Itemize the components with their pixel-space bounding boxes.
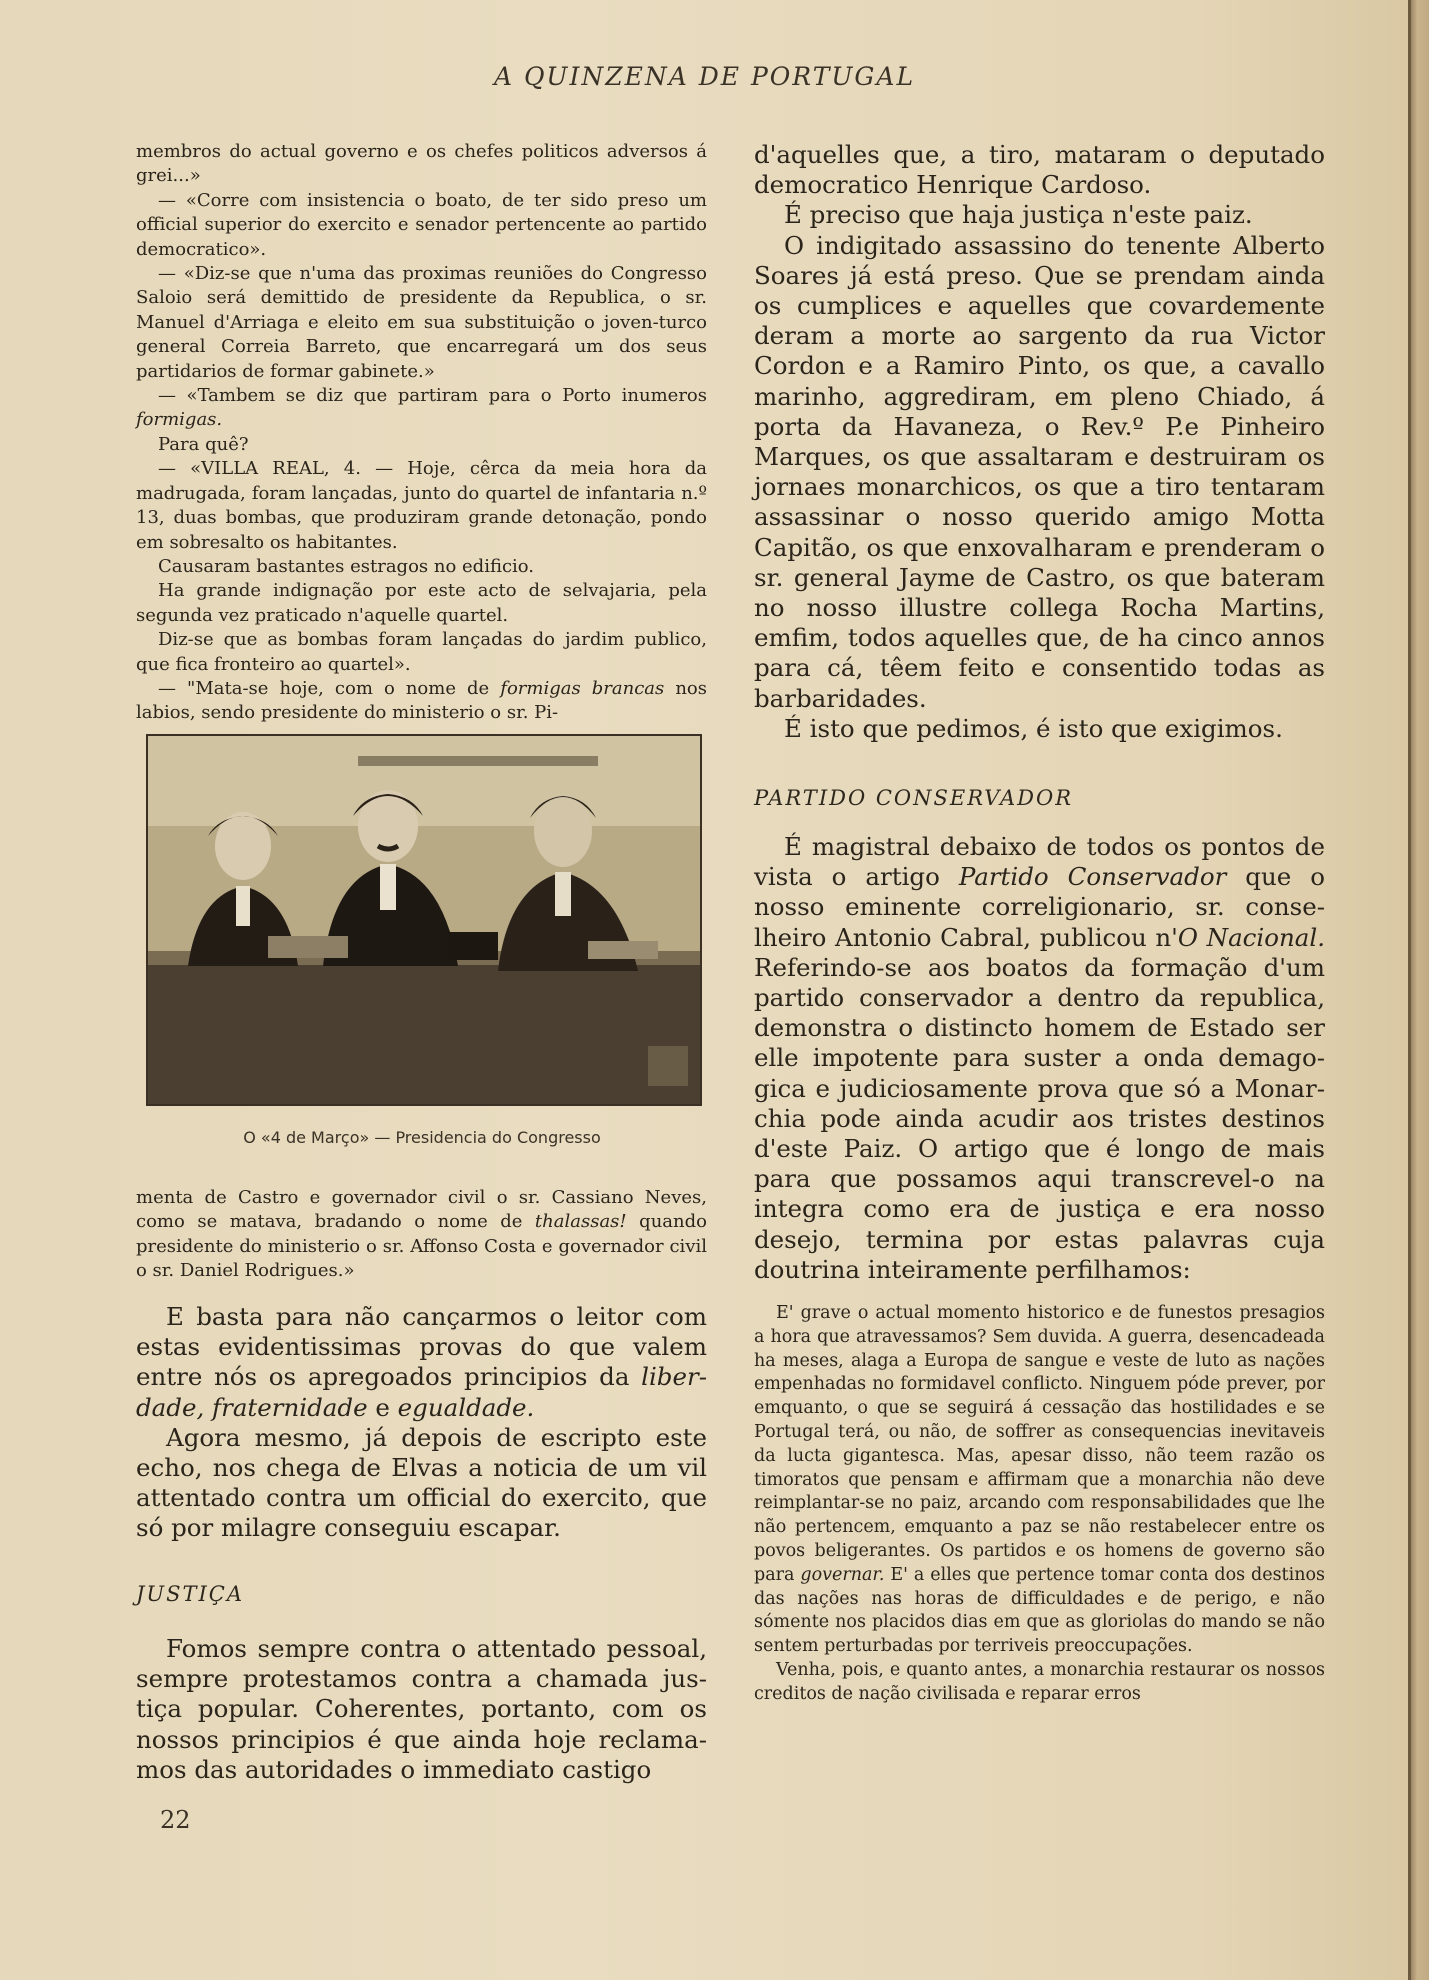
paragraph: — «VILLA REAL, 4. — Hoje, cêrca da meia hora da madrugada, foram lançadas, junto do quartel de infantaria n.º 13, duas bombas, que produziram grande detonação, pondo em sobresalto os habitantes. bbox=[136, 458, 707, 553]
photograph-congress-presidency bbox=[146, 734, 702, 1106]
photo-caption: O «4 de Março» — Presidencia do Congresso bbox=[243, 1128, 601, 1147]
paragraph: É isto que pedimos, é isto que exigimos. bbox=[784, 713, 1283, 743]
paragraph: — "Mata-se hoje, com o nome de formigas brancas nos labios, sendo presidente do ministerio o sr. Pi- bbox=[136, 677, 707, 724]
left-column-body bbox=[136, 1302, 707, 1544]
partido-body bbox=[754, 832, 1325, 1285]
page-number: 22 bbox=[160, 1806, 191, 1834]
paragraph: Agora mesmo, já depois de escripto este echo, nos chega de Elvas a noticia de um vil attentado contra um official do exercito, que só por milagre conseguiu escapar. bbox=[136, 1422, 707, 1543]
paragraph: É preciso que haja justiça n'este paiz. bbox=[784, 200, 1253, 230]
paragraph: — «Diz-se que n'uma das proximas reuniões do Congresso Saloio será demittido de presidente da Republica, o sr. Manuel d'Arriaga e eleito em sua substituição o joven-turco general Correia Barreto, que encarregará um dos seus partidarios de formar gabinete.» bbox=[136, 263, 707, 382]
running-title: A QUINZENA DE PORTUGAL bbox=[493, 62, 916, 91]
paragraph: — «Corre com insistencia o boato, de ter sido preso um official superior do exercito e senador pertencente ao partido democratico». bbox=[136, 189, 707, 260]
paragraph: E basta para não cançarmos o leitor com estas evidentissimas provas do que valem entre nós os apregoados principios da liberdade, fraternidade e egualdade. bbox=[136, 1302, 707, 1422]
section-title: JUSTIÇA bbox=[136, 1582, 245, 1606]
quoted-article bbox=[754, 1302, 1325, 1707]
paragraph: Para quê? bbox=[158, 433, 249, 455]
section-title: PARTIDO CONSERVADOR bbox=[754, 786, 1074, 810]
paragraph: O indigitado assassino do tenente Alberto Soares já está preso. Que se prendam ainda os cumplices e aquelles que covardemente deram a morte ao sargento da rua Victor Cordon e a Ramiro Pinto, os que, a cavallo marinho, aggrediram, em pleno Chiado, á porta da Havaneza, o Rev.º P.e Pinheiro Marques, os que assaltaram e destruiram os jornaes monarchicos, os que a tiro tentaram assassinar o nosso querido amigo Motta Capitão, os que enxovalharam e prenderam o sr. general Jayme de Castro, os que bateram no nosso illustre collega Rocha Martins, emfim, todos aquelles que, de ha cinco annos para cá, têem feito e consentido todas as barbaridades. bbox=[754, 230, 1325, 713]
photo-illustration bbox=[148, 736, 700, 1104]
paragraph: d'aquelles que, a tiro, mataram o deputado democratico Henrique Cardoso. bbox=[754, 140, 1325, 200]
paragraph: Fomos sempre contra o attentado pessoal, sempre protestamos contra a chamada justiça popular. Coherentes, portanto, com os nossos principios é que ainda hoje reclamamos das autoridades o immediato castigo bbox=[136, 1634, 707, 1784]
paragraph: É magistral debaixo de todos os pontos de vista o artigo Partido Conservador que o nosso eminente correligionario, sr. conselheiro Antonio Cabral, publicou n'O Nacional. Referindo-se aos boatos da formação d'um partido conservador a dentro da republica, demonstra o distincto homem de Estado ser elle impotente para suster a onda demagogica e judiciosamente prova que só a Monarchia pode ainda acudir aos tristes destinos d'este Paiz. O artigo que é longo de mais para que possamos aqui transcrevel-o na integra como era de justiça e era nosso desejo, termina por estas palavras cuja doutrina inteiramente perfilhamos: bbox=[754, 832, 1325, 1284]
page-edge-shadow bbox=[1408, 0, 1429, 1980]
paragraph: E' grave o actual momento historico e de funestos presagios a hora que atravessamos? Sem duvida. A guerra, desencadeada ha meses, alaga a Europa de sangue e veste de luto as nações empenhadas no formidavel conflicto. Ninguem póde prever, por emquanto, o que se seguirá á cessação das hostilidades e se Portugal terá, ou não, de soffrer as consequencias inevitaveis da lucta gigantesca. Mas, apesar disso, não teem razão os timoratos que pensam e affirmam que a monarchia não deve reimplantar-se no paiz, arcando com responsabilidades que lhe não pertencem, emquanto a paz se não restabelecer entre os povos beligerantes. Os partidos e os homens de governo são para governar. E' a elles que pertence tomar conta dos destinos das nações nas horas de difficuldades e de perigo, e não sómente nos placidos dias em que as gloriolas do mando se não sentem perturbadas por terriveis preoccupações. bbox=[754, 1303, 1325, 1657]
section-justica bbox=[136, 1582, 707, 1606]
paragraph: Venha, pois, e quanto antes, a monarchia restaurar os nossos creditos de nação civilisada e reparar erros bbox=[754, 1659, 1325, 1704]
paragraph: membros do actual governo e os chefes politicos adversos á grei...» bbox=[136, 141, 707, 187]
paragraph: Causaram bastantes estragos no edificio. bbox=[158, 555, 535, 577]
left-column-after-photo bbox=[136, 1186, 707, 1284]
paragraph: menta de Castro e governador civil o sr. Cassiano Neves, como se matava, bradando o nome de thalassas! quando presidente do ministerio o sr. Affonso Costa e governador civil o sr. Daniel Rodrigues.» bbox=[136, 1187, 707, 1282]
right-column bbox=[754, 140, 1325, 744]
paragraph: Ha grande indignação por este acto de selvajaria, pela segunda vez praticado n'aquelle quartel. bbox=[136, 580, 707, 626]
paragraph: Diz-se que as bombas foram lançadas do jardim publico, que fica fronteiro ao quartel». bbox=[136, 629, 707, 675]
section-partido-conservador bbox=[754, 786, 1325, 810]
paragraph: — «Tambem se diz que partiram para o Porto inumeros formigas. bbox=[136, 385, 707, 431]
left-column bbox=[136, 140, 707, 726]
justica-body bbox=[136, 1634, 707, 1785]
